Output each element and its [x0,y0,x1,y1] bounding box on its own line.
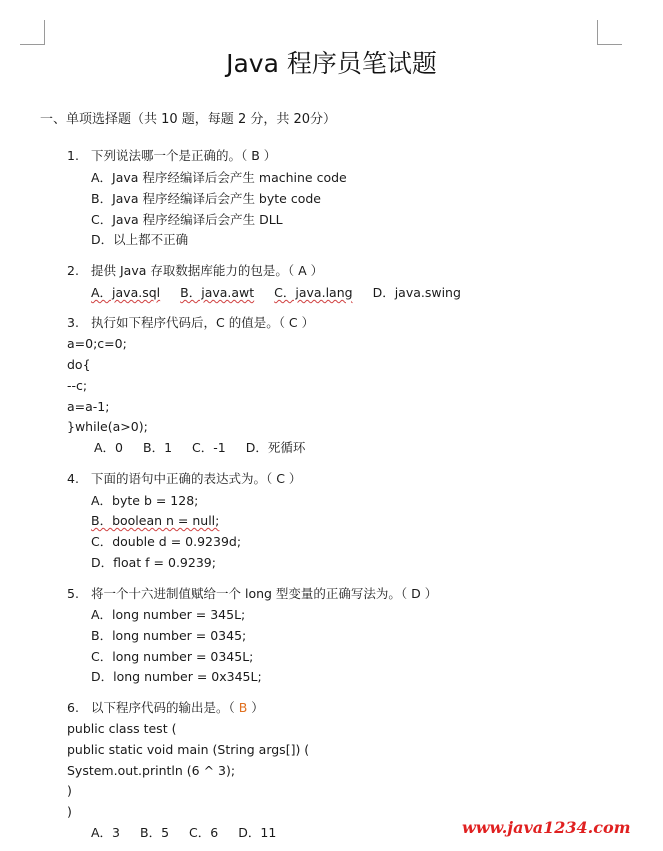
question-4 [67,471,301,487]
question-6 [67,700,264,716]
q2-option-a: A．java.sql [91,285,161,300]
q5-option-d: D．long number = 0x345L; [91,669,262,684]
q2-option-d: D．java.swing [372,285,461,300]
q6-code-line: public class test ( [67,721,177,736]
question-number: 5. [67,586,79,601]
q6-code-line: public static void main (String args[]) ( [67,742,310,757]
question-number: 3. [67,315,79,330]
question-3 [67,315,314,331]
q5-option-b: B．long number = 0345; [91,628,247,643]
question-text: 提供 Java 存取数据库能力的包是。（ A ） [91,263,324,278]
q4-option-c: C．double d = 0.9239d; [91,534,242,549]
question-number: 1. [67,148,79,163]
question-text: 下面的语句中正确的表达式为。（ C ） [91,471,302,486]
q1-option-d: D．以上都不正确 [91,232,189,247]
q1-option-c: C．Java 程序经编译后会产生 DLL [91,212,283,227]
question-1 [67,148,276,164]
q3-options [94,440,305,456]
q3-code-line: }while(a>0); [67,419,148,434]
document-title: Java 程序员笔试题 [226,49,437,78]
crop-mark-top-left [20,20,45,45]
q3-code-line: --c; [67,378,88,393]
q3-code-line: a=a-1; [67,399,110,414]
q6-option-c: C．6 [189,825,219,840]
question-text: 将一个十六进制值赋给一个 long 型变量的正确写法为。（ D ） [91,586,438,601]
q4-option-b: B．boolean n = null; [91,513,220,528]
question-number: 2. [67,263,79,278]
q2-options [91,285,461,301]
q3-option-a: A．0 [94,440,124,455]
question-number: 4. [67,471,79,486]
q3-option-b: B．1 [143,440,173,455]
question-text: 执行如下程序代码后，C 的值是。（ C ） [91,315,315,330]
q3-code-line: a=0;c=0; [67,336,127,351]
q3-code-line: do{ [67,357,91,372]
q4-option-d: D．float f = 0.9239; [91,555,216,570]
question-5 [67,586,437,602]
q4-option-a: A．byte b = 128; [91,493,199,508]
q6-option-b: B．5 [140,825,170,840]
q6-code-line: ) [67,804,72,819]
q6-code-line: System.out.println (6 ^ 3); [67,763,236,778]
q3-option-d: D．死循环 [245,440,306,455]
question-text-end: ） [247,700,264,715]
q6-code-line: ) [67,783,72,798]
q2-option-b: B．java.awt [180,285,255,300]
q1-option-b: B．Java 程序经编译后会产生 byte code [91,191,321,206]
question-2 [67,263,323,279]
q3-option-c: C．-1 [192,440,226,455]
q2-option-c: C．java.lang [274,285,353,300]
watermark: www.java1234.com [462,818,631,837]
q1-option-a: A．Java 程序经编译后会产生 machine code [91,170,347,185]
section-heading: 一、单项选择题（共 10 题，每题 2 分，共 20分） [40,112,337,127]
question-text: 以下程序代码的输出是。（ [91,700,239,715]
question-number: 6. [67,700,79,715]
q5-option-a: A．long number = 345L; [91,607,246,622]
q6-options [91,825,276,841]
crop-mark-top-right [597,20,622,45]
question-text: 下列说法哪一个是正确的。（ B ） [91,148,277,163]
q6-answer: B [238,700,248,715]
q6-option-a: A．3 [91,825,121,840]
q5-option-c: C．long number = 0345L; [91,649,254,664]
q6-option-d: D．11 [238,825,277,840]
